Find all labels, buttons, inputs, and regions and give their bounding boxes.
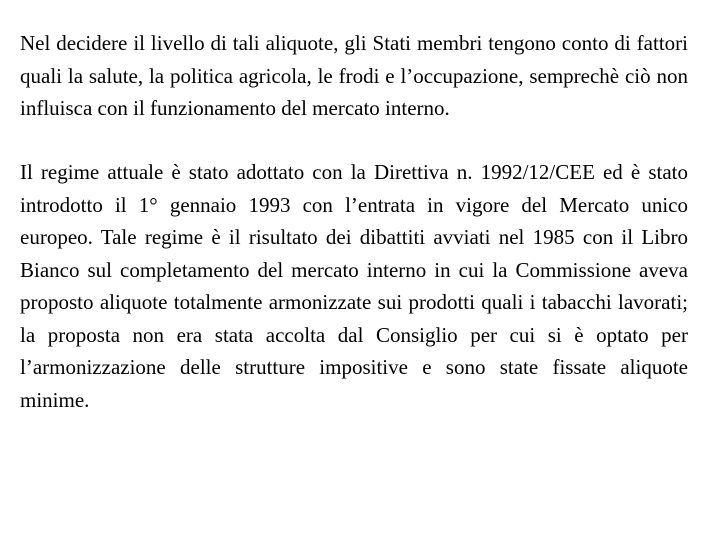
paragraph-current-regime: Il regime attuale è stato adottato con la Direttiva n. 1992/12/CEE ed è stato introdotto il 1° gennaio 1993 con l’entrata in vigore del Mercato unico europeo. Tale regime è il risultato dei dibattiti avviati nel 1985 con il Libro Bianco sul completamento del mercato interno in cui la Commissione aveva proposto aliquote totalmente armonizzate sui prodotti quali i tabacchi lavorati; la proposta non era stata accolta dal Consiglio per cui si è optato per l’armonizzazione delle strutture impositive e sono state fissate aliquote minime.	[20, 160, 688, 412]
paragraph-excise-rates: Nel decidere il livello di tali aliquote, gli Stati membri tengono conto di fattori quali la salute, la politica agricola, le frodi e l’occupazione, semprechè ciò non influisca con il funzionamento del mercato interno.	[20, 31, 688, 120]
